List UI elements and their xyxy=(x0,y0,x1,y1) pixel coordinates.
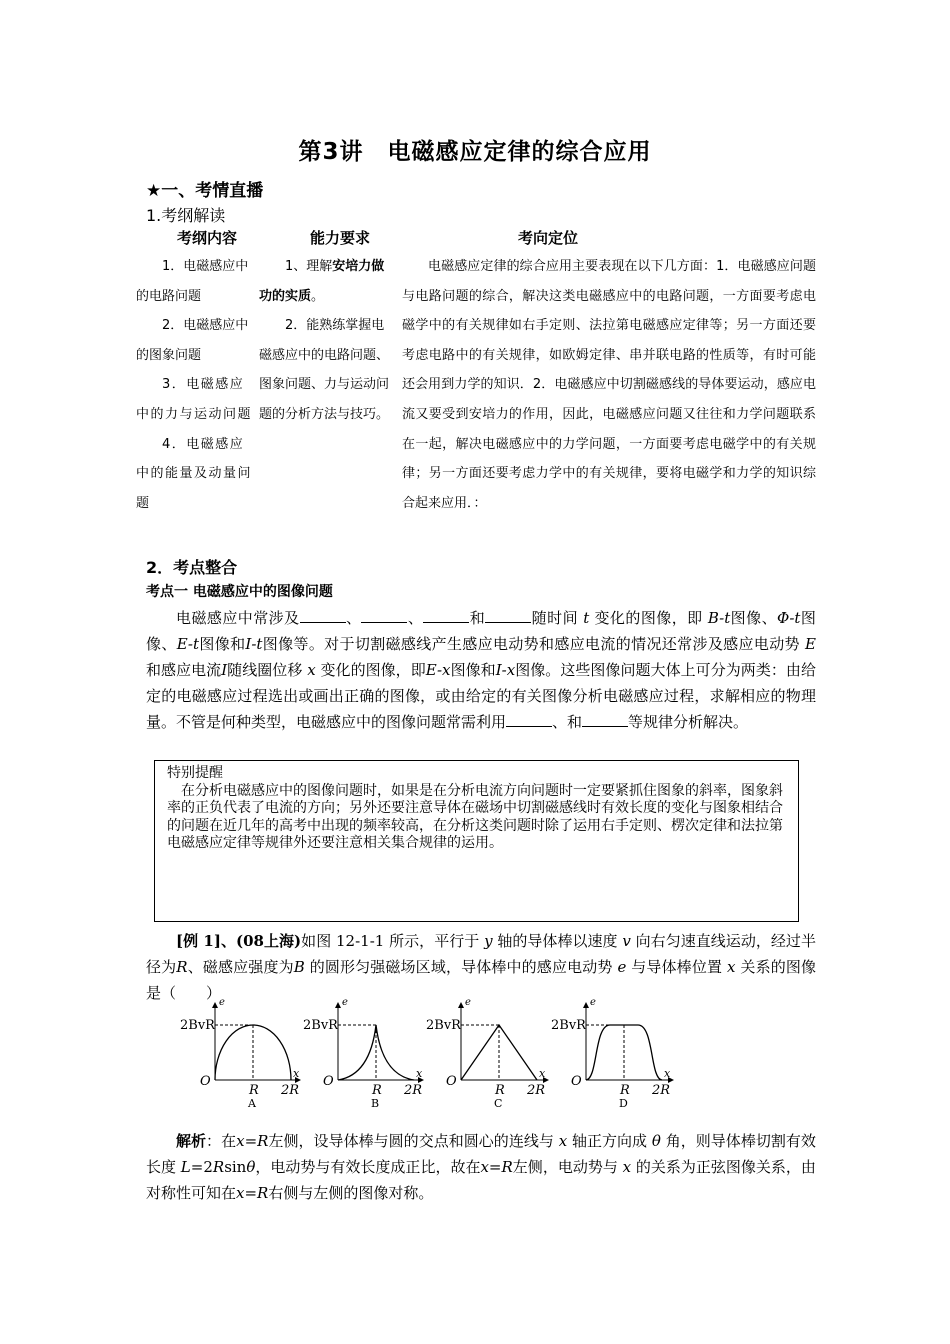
fill-blank[interactable] xyxy=(423,608,469,623)
svg-text:2BvR: 2BvR xyxy=(180,1018,215,1033)
content-item: 2．电磁感应中的图象问题 xyxy=(136,318,249,363)
svg-text:R: R xyxy=(372,1083,382,1098)
page-title: 第3讲 电磁感应定律的综合应用 xyxy=(298,139,652,165)
notice-box xyxy=(154,760,799,922)
example-label: [例 1]、(08上海) xyxy=(176,932,302,950)
svg-text:R: R xyxy=(495,1083,505,1098)
answer-graphs xyxy=(170,995,690,1115)
table-column-direction xyxy=(402,252,816,518)
intro-paragraph: 电磁感应中常涉及 、 、 和 随时间 t 变化的图像，即 B-t图像、Φ-t图像、E-t图像和I-t图像等。对于切割磁感线产生感应电动势和感应电流的情况还常涉及感应电动势 E 和感应电流I随线圈位移 x 变化的图像，即E-x图像和I-x图像。这些图像问题大体上可分为两类：由给定的电磁感应过程选出或画出正确的图像，或由给定的有关图像分析电磁感应过程，求解相应的物理量。不管是何种类型，电磁感应中的图像问题常需利用 、和 等规律分析解决。 xyxy=(146,609,816,731)
graph-option-d[interactable] xyxy=(551,997,673,1110)
table-header-direction: 考向定位 xyxy=(518,229,579,247)
analysis-paragraph: 解析：在x=R左侧，设导体棒与圆的交点和圆心的连线与 x 轴正方向成 θ 角，则导体棒切割有效长度 L=2Rsinθ，电动势与有效长度成正比，故在x=R左侧，电动势与 x 的关系为正弦图像关系，由对称性可知在x=R右侧与左侧的图像对称。 xyxy=(146,1132,816,1202)
direction-text: 电磁感应定律的综合应用主要表现在以下几方面：1．电磁感应问题与电路问题的综合，解决这类电磁感应中的电路问题，一方面要考虑电磁学中的有关规律如右手定则、法拉第电磁感应定律等；另一方面还要考虑电路中的有关规律，如欧姆定律、串并联电路的性质等，有时可能还会用到力学的知识．2．电磁感应中切割磁感线的导体要运动，感应电流又要受到安培力的作用，因此，电磁感应问题又往往和力学问题联系在一起，解决电磁感应中的力学问题，一方面要考虑电磁学中的有关规律；另一方面还要考虑力学中的有关规律，要将电磁学和力学的知识综合起来应用．： xyxy=(402,259,816,511)
svg-text:O: O xyxy=(323,1074,334,1089)
fill-blank[interactable] xyxy=(485,608,531,623)
graph-option-c[interactable] xyxy=(426,997,548,1110)
svg-text:e: e xyxy=(219,997,225,1008)
content-item: 1．电磁感应中的电路问题 xyxy=(136,259,249,304)
svg-text:O: O xyxy=(446,1074,457,1089)
svg-text:2R: 2R xyxy=(527,1083,546,1098)
svg-text:O: O xyxy=(200,1074,211,1089)
svg-text:B: B xyxy=(371,1097,380,1110)
example-question: [例 1]、(08上海)如图 12-1-1 所示，平行于 y 轴的导体棒以速度 v 向右匀速直线运动，经过半径为R、磁感应强度为B 的圆形匀强磁场区域，导体棒中的感应电动势 e 与导体棒位置 x 关系的图像是（ ） xyxy=(146,932,816,1002)
graph-option-a[interactable] xyxy=(180,997,300,1110)
svg-text:O: O xyxy=(571,1074,582,1089)
svg-text:x: x xyxy=(539,1067,546,1080)
notice-title: 特别提醒 xyxy=(167,765,223,781)
ability-item-1 xyxy=(259,252,395,311)
svg-text:2R: 2R xyxy=(281,1083,300,1098)
ability-item-2: 2．能熟练掌握电磁感应中的电路问题、图象问题、力与运动问题的分析方法与技巧。 xyxy=(259,318,390,422)
svg-text:R: R xyxy=(620,1083,630,1098)
svg-text:2R: 2R xyxy=(404,1083,423,1098)
svg-text:e: e xyxy=(590,997,596,1008)
svg-text:e: e xyxy=(465,997,471,1008)
table-header-ability: 能力要求 xyxy=(310,229,371,247)
svg-text:2BvR: 2BvR xyxy=(551,1018,586,1033)
svg-text:2BvR: 2BvR xyxy=(303,1018,338,1033)
table-column-content xyxy=(136,252,254,518)
table-column-ability xyxy=(259,252,395,430)
section-heading-key-points: 2．考点整合 xyxy=(146,558,238,577)
notice-body: 在分析电磁感应中的图像问题时，如果是在分析电流方向问题时一定要紧抓住图象的斜率，图象斜率的正负代表了电流的方向；另外还要注意导体在磁场中切割磁感线时有效长度的变化与图象相结合的问题在近几年的高考中出现的频率较高，在分析这类问题时除了运用右手定则、楞次定律和法拉第电磁感应定律等规律外还要注意相关集合规律的运用。 xyxy=(167,782,783,851)
graph-option-b[interactable] xyxy=(303,997,423,1110)
table-header-content: 考纲内容 xyxy=(177,229,238,247)
svg-text:C: C xyxy=(494,1097,503,1110)
fill-blank[interactable] xyxy=(361,608,407,623)
section-heading-exam-overview: ★一、考情直播 xyxy=(146,181,264,201)
ability-suffix: 。 xyxy=(311,288,325,304)
ability-bold-text: 安培力做功的实质 xyxy=(259,259,385,304)
content-item: 3．电磁感应中的力与运动问题 xyxy=(136,377,253,422)
svg-text:e: e xyxy=(342,997,348,1008)
svg-text:A: A xyxy=(248,1097,256,1110)
analysis-label: 解析 xyxy=(176,1132,207,1150)
fill-blank[interactable] xyxy=(300,608,346,623)
content-item: 4．电磁感应中的能量及动量问题 xyxy=(136,436,253,511)
svg-text:2BvR: 2BvR xyxy=(426,1018,461,1033)
svg-text:R: R xyxy=(249,1083,259,1098)
subsection-syllabus: 1.考纲解读 xyxy=(146,206,226,225)
svg-text:x: x xyxy=(664,1067,671,1080)
fill-blank[interactable] xyxy=(582,712,628,727)
fill-blank[interactable] xyxy=(506,712,552,727)
svg-text:2R: 2R xyxy=(652,1083,671,1098)
svg-text:x: x xyxy=(416,1067,423,1080)
ability-text: 1、理解 xyxy=(285,259,333,274)
svg-text:D: D xyxy=(619,1097,628,1110)
point-heading-1: 考点一 电磁感应中的图像问题 xyxy=(146,584,333,600)
svg-text:x: x xyxy=(293,1067,300,1080)
